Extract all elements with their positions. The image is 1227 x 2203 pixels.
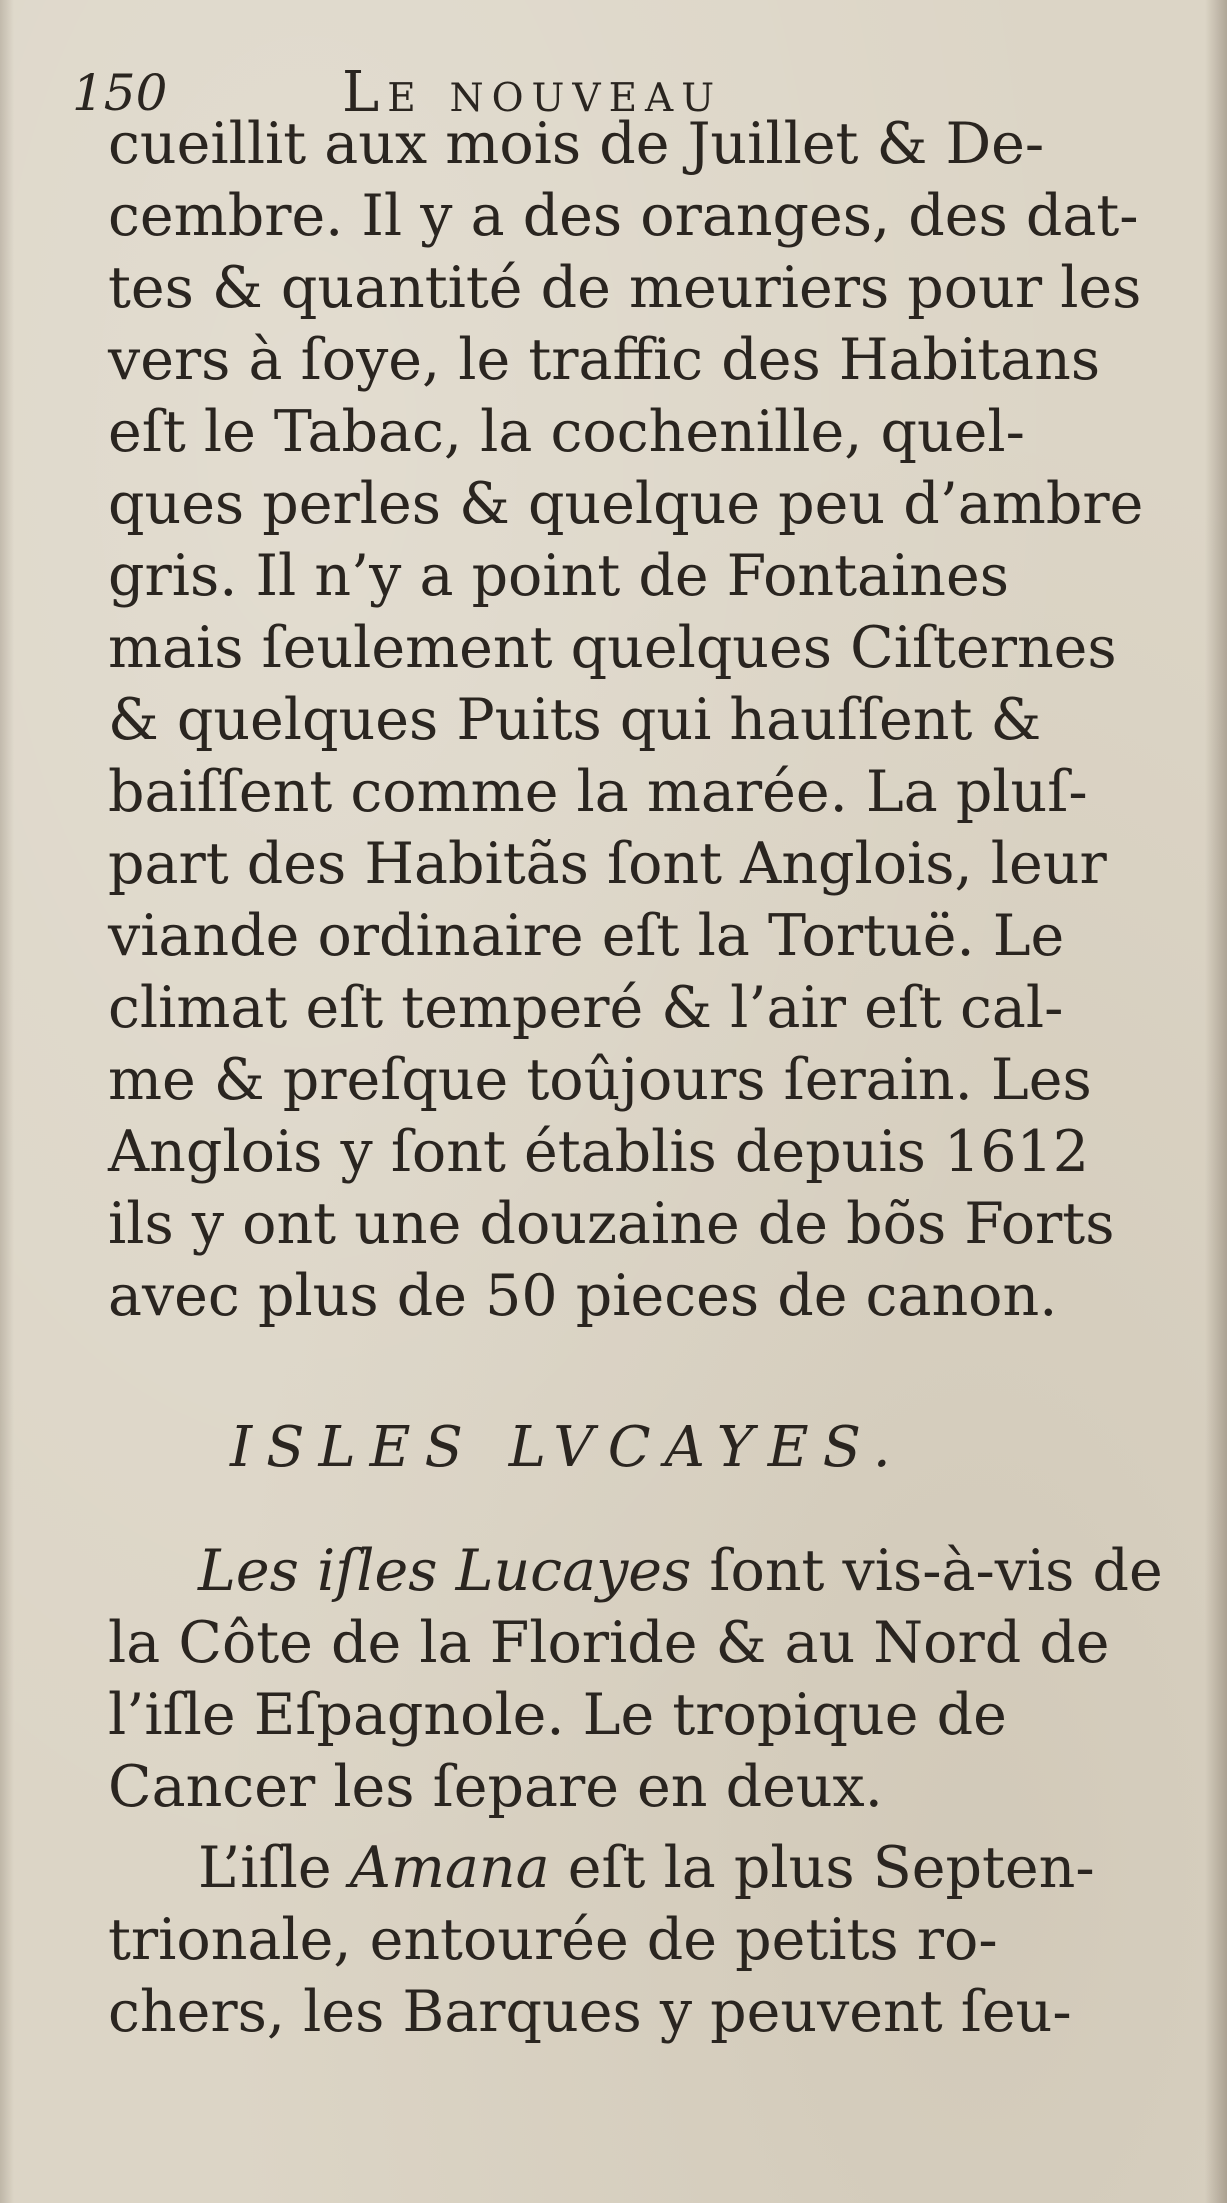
text-line: avec plus de 50 pieces de canon. xyxy=(108,1263,1058,1329)
text-line: baiſſent comme la marée. La pluſ- xyxy=(108,759,1088,825)
text-line: viande ordinaire eſt la Tortuë. Le xyxy=(108,903,1065,969)
text-line: chers, les Barques y peuvent ſeu- xyxy=(108,1979,1072,2045)
text-line: trionale, entourée de petits ro- xyxy=(108,1907,998,1973)
text-span: L’iſle xyxy=(198,1835,350,1901)
text-line xyxy=(198,1535,1163,1607)
page-number: 150 xyxy=(72,64,168,122)
text-line: cueillit aux mois de Juillet & De- xyxy=(108,111,1045,177)
text-line: Anglois y ſont établis depuis 1612 xyxy=(108,1119,1089,1185)
italic-phrase: Amana xyxy=(349,1835,550,1901)
text-span: eſt la plus Septen- xyxy=(549,1835,1095,1901)
text-line: Cancer les ſepare en deux. xyxy=(108,1754,883,1820)
running-head: Le nouveau xyxy=(342,60,723,125)
text-line: me & preſque toûjours ſerain. Les xyxy=(108,1047,1092,1113)
text-line: vers à ſoye, le traffic des Habitans xyxy=(108,327,1101,393)
text-line: climat eſt temperé & l’air eſt cal- xyxy=(108,975,1064,1041)
text-line: la Côte de la Floride & au Nord de xyxy=(108,1610,1110,1676)
text-line: & quelques Puits qui hauſſent & xyxy=(108,687,1042,753)
text-line: ils y ont une douzaine de bõs Forts xyxy=(108,1191,1115,1257)
text-line: cembre. Il y a des oranges, des dat- xyxy=(108,183,1139,249)
text-line: part des Habitãs ſont Anglois, leur xyxy=(108,831,1107,897)
text-line xyxy=(198,1832,1095,1904)
text-span: ſont vis-à-vis de xyxy=(691,1538,1163,1604)
text-line: mais ſeulement quelques Ciſternes xyxy=(108,615,1117,681)
text-line: l’iſle Eſpagnole. Le tropique de xyxy=(108,1682,1007,1748)
section-heading: ISLES LVCAYES. xyxy=(230,1415,905,1480)
text-line: gris. Il n’y a point de Fontaines xyxy=(108,543,1009,609)
italic-phrase: Les iſles Lucayes xyxy=(198,1538,692,1604)
page-left-shadow xyxy=(0,0,14,2203)
text-line: ques perles & quelque peu d’ambre xyxy=(108,471,1144,537)
page-right-shadow xyxy=(1205,0,1227,2203)
text-line: tes & quantité de meuriers pour les xyxy=(108,255,1142,321)
text-line: eſt le Tabac, la cochenille, quel- xyxy=(108,399,1025,465)
